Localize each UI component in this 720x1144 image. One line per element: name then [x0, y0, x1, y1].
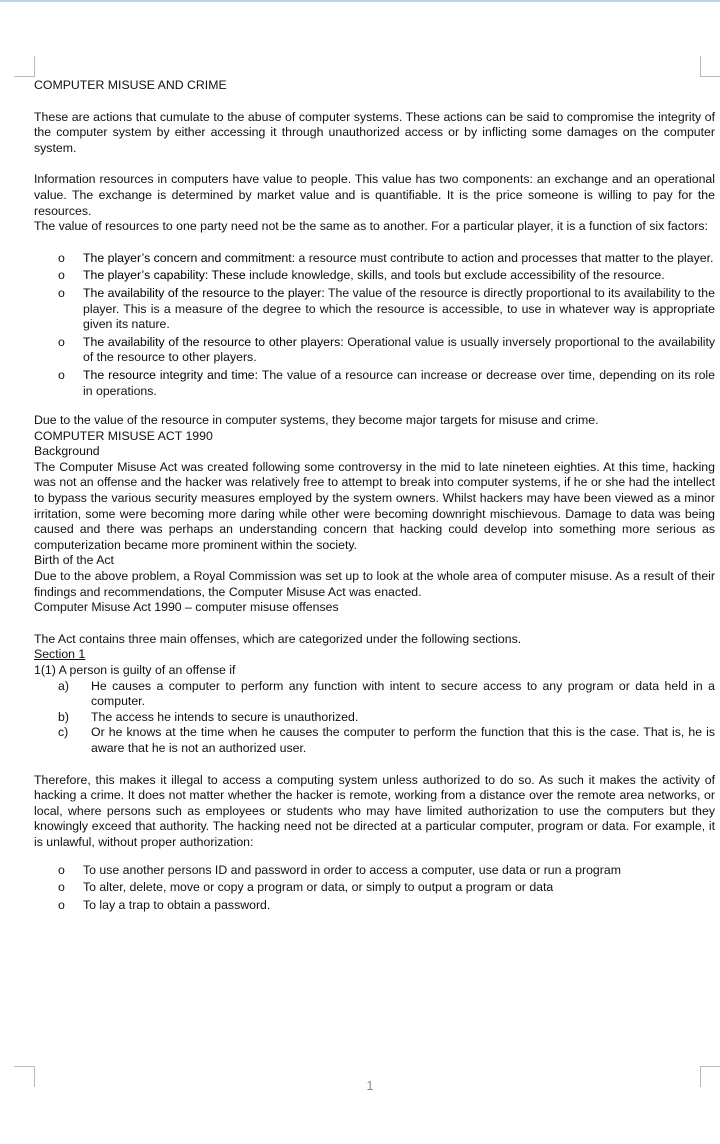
page-number: 1: [366, 1078, 374, 1093]
factor-text: a resource must contribute to action and processes that matter to the player.: [295, 250, 714, 265]
corner-mark-top-right: [700, 56, 720, 77]
unlawful-list: [34, 863, 715, 914]
act-heading: COMPUTER MISUSE ACT 1990: [34, 428, 213, 443]
section1-clause: 1(1) A person is guilty of an offense if: [34, 663, 236, 677]
unlawful-item-text: To alter, delete, move or copy a program or data, or simply to output a program or data: [83, 880, 554, 895]
document-page[interactable]: [34, 78, 715, 915]
factor-item: [34, 335, 715, 366]
section1-heading: Section 1: [34, 647, 86, 662]
factor-lead: The availability of the resource to other players:: [83, 334, 344, 349]
intro-paragraph: These are actions that cumulate to the abuse of computer systems. These actions can be said to compromise the integrity of the computer system by either accessing it through unauthorized access or by inflicting some damages on the computer system.: [34, 109, 715, 155]
offenses-intro: The Act contains three main offenses, which are categorized under the following sections.: [34, 631, 522, 646]
offenses-heading: Computer Misuse Act 1990 – computer misuse offenses: [34, 600, 339, 615]
bullet-icon: o: [58, 334, 65, 349]
document-title: COMPUTER MISUSE AND CRIME: [34, 78, 227, 92]
bullet-icon: o: [58, 268, 65, 283]
factor-text: include knowledge, skills, and tools but exclude accessibility of the resource.: [245, 268, 665, 283]
factor-item: [34, 251, 715, 267]
bullet-icon: o: [58, 285, 65, 300]
corner-mark-top-left: [14, 56, 35, 77]
corner-mark-bottom-left: [14, 1066, 35, 1087]
factor-item: [34, 286, 715, 333]
section1-item-label: a): [58, 678, 69, 693]
unlawful-item: [34, 880, 715, 896]
factor-text: : The value of a resource can increase or decrease over time, depending on its role in operations.: [83, 367, 715, 398]
factor-lead: The availability of the resource to the player:: [83, 285, 325, 300]
section1-list: [34, 679, 715, 757]
unlawful-item: [34, 898, 715, 914]
section1-item-text: The access he intends to secure is unauthorized.: [91, 709, 359, 724]
background-paragraph: The Computer Misuse Act was created following some controversy in the mid to late nineteen eighties. At this time, hacking was not an offense and the hacker was relatively free to attempt to break into computer systems, if he or she had the intellect to bypass the various security measures employed by the system owners. Whilst hackers may have been viewed as a minor irritation, some were becoming more daring while other were becoming downright mischievous. Damage to data was being caused and there was perhaps an understanding concern that hacking could develop into something more serious as computerization became more prominent within the society.: [34, 459, 715, 552]
section1-item-label: c): [58, 725, 69, 740]
background-heading: Background: [34, 444, 100, 459]
section1-item-text: Or he knows at the time when he causes the computer to perform the function that this is the case. That is, he is aware that he is not an authorized user.: [91, 725, 715, 755]
bullet-icon: o: [58, 367, 65, 382]
factor-text: Operational value is usually inversely proportional to the availability of the resource to other players.: [83, 334, 716, 365]
factor-lead: The player’s capability: These: [83, 268, 246, 283]
section1-item-text: He causes a computer to perform any function with intent to secure access to any program or data held in a computer.: [91, 678, 715, 709]
unlawful-item: [34, 863, 715, 879]
therefore-paragraph: Therefore, this makes it illegal to access a computing system unless authorized to do so. As such it makes the activity of hacking a crime. It does not matter whether the hacker is remote, working from a distance over the remote area networks, or local, where persons such as employees or students who may have limited authorization to use the computers but they knowingly exceed that authority. The hacking need not be directed at a particular computer, program or data. For example, it is unlawful, without proper authorization:: [34, 772, 715, 849]
factor-lead: The player’s concern and commitment:: [83, 250, 296, 265]
unlawful-item-text: To lay a trap to obtain a password.: [83, 897, 271, 912]
birth-paragraph: Due to the above problem, a Royal Commission was set up to look at the whole area of computer misuse. As a result of their findings and recommendations, the Computer Misuse Act was enacted.: [34, 569, 715, 599]
factor-lead: The resource integrity and time: [83, 367, 255, 382]
factor-text: The value of the resource is directly proportional to its availability to the player. This is a measure of the degree to which the resource is accessible, to use in whatever way is appropriate given its nature.: [83, 285, 715, 332]
section1-item: [34, 710, 715, 726]
factor-item: [34, 368, 715, 399]
section1-item: [34, 725, 715, 756]
birth-heading: Birth of the Act: [34, 553, 114, 568]
bullet-icon: o: [58, 880, 65, 895]
value-paragraph-1: Information resources in computers have value to people. This value has two components: an exchange and an operational value. The exchange is determined by market value and is quantifiable. It is the price someone is willing to pay for the resources.: [34, 172, 715, 218]
bullet-icon: o: [58, 897, 65, 912]
corner-mark-bottom-right: [700, 1066, 720, 1087]
bullet-icon: o: [58, 250, 65, 265]
value-conclusion: Due to the value of the resource in computer systems, they become major targets for misuse and crime.: [34, 413, 599, 428]
section1-item: [34, 679, 715, 710]
value-paragraph-2: The value of resources to one party need not be the same as to another. For a particular player, it is a function of six factors:: [34, 219, 708, 234]
bullet-icon: o: [58, 862, 65, 877]
factors-list: [34, 251, 715, 399]
factor-item: [34, 268, 715, 284]
unlawful-item-text: To use another persons ID and password in order to access a computer, use data or run a program: [83, 862, 621, 877]
window-top-border: [0, 0, 720, 2]
section1-item-label: b): [58, 709, 69, 724]
